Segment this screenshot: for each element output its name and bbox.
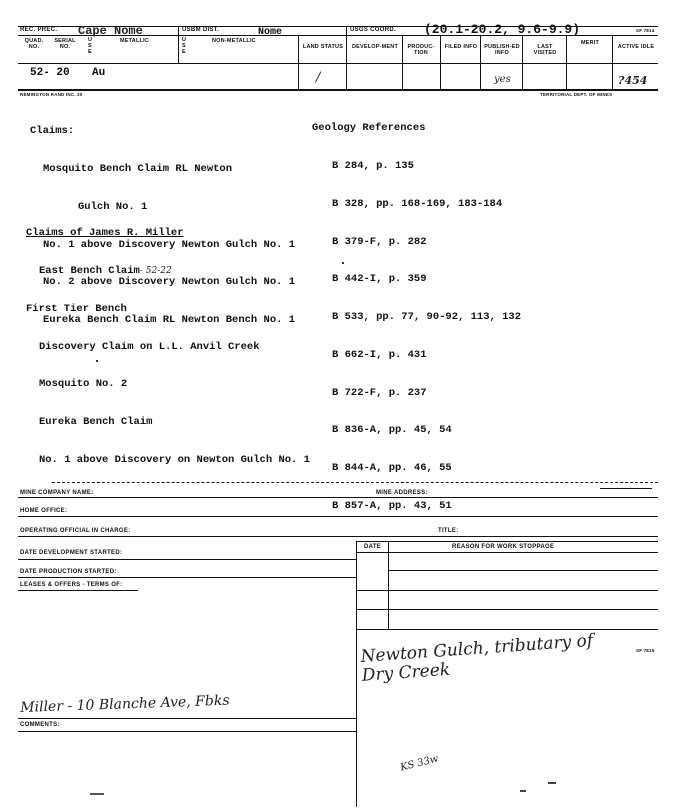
usbm-dist-value: Nome — [258, 27, 283, 38]
geology-ref: B 836-A, pp. 45, 54 — [332, 424, 452, 437]
active-idle-label: ACTIVE IDLE — [617, 44, 655, 50]
miller-claim-line: East Bench Claim- 52-22 — [39, 264, 172, 277]
geology-ref: B 662-I, p. 431 — [332, 348, 427, 361]
production-label: PRODUC-TION — [407, 44, 435, 56]
usgs-coord-label: USGS COORD. — [350, 27, 396, 33]
development-label: DEVELOP-MENT — [351, 44, 399, 50]
miller-claim-line: Discovery Claim on L.L. Anvil Creek — [39, 340, 260, 353]
non-metallic-label: NON-METALLIC — [212, 38, 256, 44]
geology-section — [312, 97, 521, 525]
merit-label: MERIT — [580, 40, 600, 46]
mine-company-label: MINE COMPANY NAME: — [20, 490, 94, 496]
geology-ref: B 722-F, p. 237 — [332, 386, 427, 399]
metallic-use-codes: U S E — [88, 37, 93, 55]
stray-mark — [600, 488, 652, 489]
leases-offers-label: LEASES & OFFERS - TERMS OF: — [20, 582, 123, 588]
usgs-coord-value: (20.1-20.2, 9.6-9.9) — [424, 22, 581, 37]
published-info-label: PUBLISH-ED INFO — [484, 44, 520, 56]
quad-serial-value: 52- 20 — [30, 67, 70, 79]
speck — [548, 782, 556, 784]
geology-ref: B 379-F, p. 282 — [332, 235, 427, 248]
title-label: TITLE: — [438, 528, 459, 534]
printer-note: REMINGTON RAND INC. 20 — [20, 92, 83, 97]
date-production-label: DATE PRODUCTION STARTED: — [20, 569, 117, 575]
handwritten-miller-address: Miller - 10 Blanche Ave, Fbks — [20, 692, 230, 716]
form-number-bottom: SF 7815 — [636, 648, 655, 653]
territorial-note: TERRITORIAL DEPT. OF MINES — [540, 92, 613, 97]
miller-hand-note: - 52-22 — [139, 265, 172, 276]
rec-prec-label: REC. PREC. — [20, 27, 58, 33]
quad-no-label: QUAD. NO. — [24, 38, 44, 50]
usbm-dist-label: USBM DIST. — [182, 27, 220, 33]
claim-line: No. 1 above Discovery Newton Gulch No. 1 — [43, 238, 296, 251]
mine-address-label: MINE ADDRESS: — [376, 490, 428, 496]
geology-ref: B 328, pp. 168-169, 183-184 — [332, 197, 503, 210]
comments-label: COMMENTS: — [20, 722, 60, 728]
claim-line: Mosquito Bench Claim RL Newton — [43, 162, 233, 175]
metallic-label: METALLIC — [120, 38, 149, 44]
date-column-label: DATE — [364, 544, 382, 550]
miller-claim-line: Eureka Bench Claim — [39, 416, 153, 429]
handwritten-ks-note: KS 33w — [399, 753, 440, 774]
speck — [96, 360, 98, 362]
published-info-value: yes — [494, 74, 511, 85]
claim-line: Eureka Bench Claim RL Newton Bench No. 1 — [43, 314, 296, 327]
active-idle-value: ?454 — [618, 74, 648, 87]
miller-claim-line: No. 1 above Discovery on Newton Gulch No. 1 — [39, 453, 310, 466]
geology-ref: B 844-A, pp. 46, 55 — [332, 462, 452, 475]
handwritten-newton-note: Newton Gulch, tributary of Dry Creek — [359, 630, 594, 686]
operating-official-label: OPERATING OFFICIAL IN CHARGE: — [20, 528, 131, 534]
speck — [520, 790, 526, 792]
last-visited-label: LAST VISITED — [533, 44, 557, 56]
land-status-label: LAND STATUS — [302, 44, 344, 50]
reason-column-label: REASON FOR WORK STOPPAGE — [452, 544, 555, 550]
miller-claim-line: First Tier Bench — [26, 302, 127, 315]
land-status-mark: / — [316, 70, 321, 85]
claims-heading: Claims: — [30, 125, 75, 138]
date-development-label: DATE DEVELOPMENT STARTED: — [20, 550, 123, 556]
geology-ref: B 533, pp. 77, 90-92, 113, 132 — [332, 311, 522, 324]
geology-ref: B 857-A, pp. 43, 51 — [332, 500, 452, 512]
speck — [90, 793, 104, 795]
speck — [342, 262, 344, 264]
miller-claims-section — [26, 202, 310, 479]
form-number-top: SF 7814 — [636, 28, 655, 33]
claim-line: No. 2 above Discovery Newton Gulch No. 1 — [43, 276, 296, 289]
geology-ref: B 442-I, p. 359 — [332, 273, 427, 286]
miller-heading: Claims of James R. Miller — [26, 227, 184, 240]
serial-no-label: SERIAL NO. — [54, 38, 76, 50]
metallic-value: Au — [92, 67, 106, 79]
rec-prec-value: Cape Nome — [78, 24, 143, 38]
miller-claim-line: Mosquito No. 2 — [39, 378, 128, 391]
geology-heading: Geology References — [312, 122, 426, 135]
home-office-label: HOME OFFICE: — [20, 508, 68, 514]
geology-ref: B 284, p. 135 — [332, 159, 414, 172]
non-metallic-use-codes: U S E — [182, 37, 187, 55]
claim-line: Gulch No. 1 — [78, 200, 148, 213]
filed-info-label: FILED INFO — [444, 44, 478, 50]
